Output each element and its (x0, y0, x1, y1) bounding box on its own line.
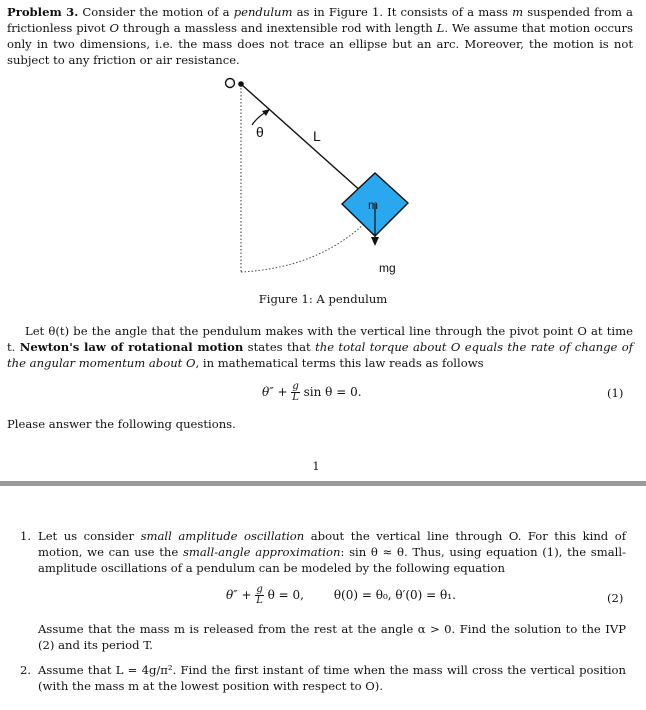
pendulum-figure (0, 0, 646, 300)
q1-part: : sin θ ≈ θ. Thus, using equation (1), the small-amplitude oscillations of a pendulum can be modeled by the following equation (38, 545, 626, 575)
q2-text: Assume that L = 4g/π². Find the first instant of time when the mass will cross the vertical position (with the mass m at the lowest position with respect to O). (38, 663, 626, 693)
theta-label: θ (256, 124, 264, 140)
eq1-lhs: θ″ + (262, 385, 288, 399)
eq2-numerator: g (256, 584, 263, 595)
equation-2-number: (2) (607, 591, 624, 605)
law-text: , in mathematical terms this law reads as follows (195, 356, 484, 370)
page-separator (0, 481, 646, 486)
swing-arc (241, 222, 366, 272)
q1-tail: Assume that the mass m is released from the rest at the angle α > 0. Find the solution to the IVP (2) and its period T. (38, 622, 626, 652)
intro-text: . We assume that motion occurs only in two dimensions, i.e. the mass does not trace an ellipse but an arc. Moreover, the motion is not subject to any friction or air resistance. (7, 21, 633, 67)
weight-label: mg (379, 261, 396, 275)
eq2-initial-conditions: θ(0) = θ₀, θ′(0) = θ₁. (333, 588, 456, 602)
law-statement: the total torque about O equals the rate of change of the angular momentum about O (7, 340, 634, 370)
q1-part: about the vertical line through O. For this kind of motion, we can use the (38, 529, 626, 559)
equation-1-number: (1) (607, 386, 624, 400)
page-number: 1 (312, 460, 320, 473)
length-label: L (313, 128, 321, 144)
intro-text: as in Figure 1. It consists of a mass (292, 5, 513, 19)
pendulum-term: pendulum (233, 5, 293, 19)
law-intro: Let θ(t) be the angle that the pendulum makes with the vertical line through the pivot point O at time t. (7, 324, 633, 354)
intro-text: through a massless and inextensible rod with length (118, 21, 437, 35)
eq1-denominator: L (292, 392, 299, 403)
symbol-L: L (436, 21, 445, 35)
intro-text: Consider the motion of a (78, 5, 234, 19)
law-name: Newton's law of rotational motion (19, 340, 244, 354)
eq1-fraction (291, 382, 299, 403)
pivot-ring-icon (226, 79, 235, 88)
eq2-denominator: L (256, 595, 263, 606)
mass-label: m (368, 198, 378, 212)
prompt-text: Please answer the following questions. (7, 417, 236, 431)
q1-part: Let us consider (38, 529, 141, 543)
q1-text (38, 528, 626, 576)
angle-arrowhead-icon (262, 109, 270, 116)
symbol-O: O (109, 21, 119, 35)
q2-number: 2. (20, 663, 32, 677)
symbol-m: m (512, 5, 524, 19)
equation-2 (226, 585, 456, 606)
problem-label: Problem 3. (7, 5, 79, 19)
law-paragraph (7, 323, 633, 371)
equation-1 (262, 382, 362, 403)
eq1-rhs: sin θ = 0. (303, 385, 362, 399)
q1-number: 1. (20, 529, 32, 543)
intro-text: suspended from a frictionless pivot (7, 5, 633, 35)
eq2-rhs: θ = 0, (267, 588, 304, 602)
eq1-numerator: g (292, 381, 299, 392)
gravity-arrowhead-icon (371, 237, 379, 246)
q1-term: small amplitude oscillation (140, 529, 305, 543)
figure-caption: Figure 1: A pendulum (258, 292, 388, 306)
eq2-lhs: θ″ + (226, 588, 252, 602)
law-text: states that (243, 340, 316, 354)
q1-term: small-angle approximation (182, 545, 341, 559)
eq2-fraction (255, 585, 263, 606)
